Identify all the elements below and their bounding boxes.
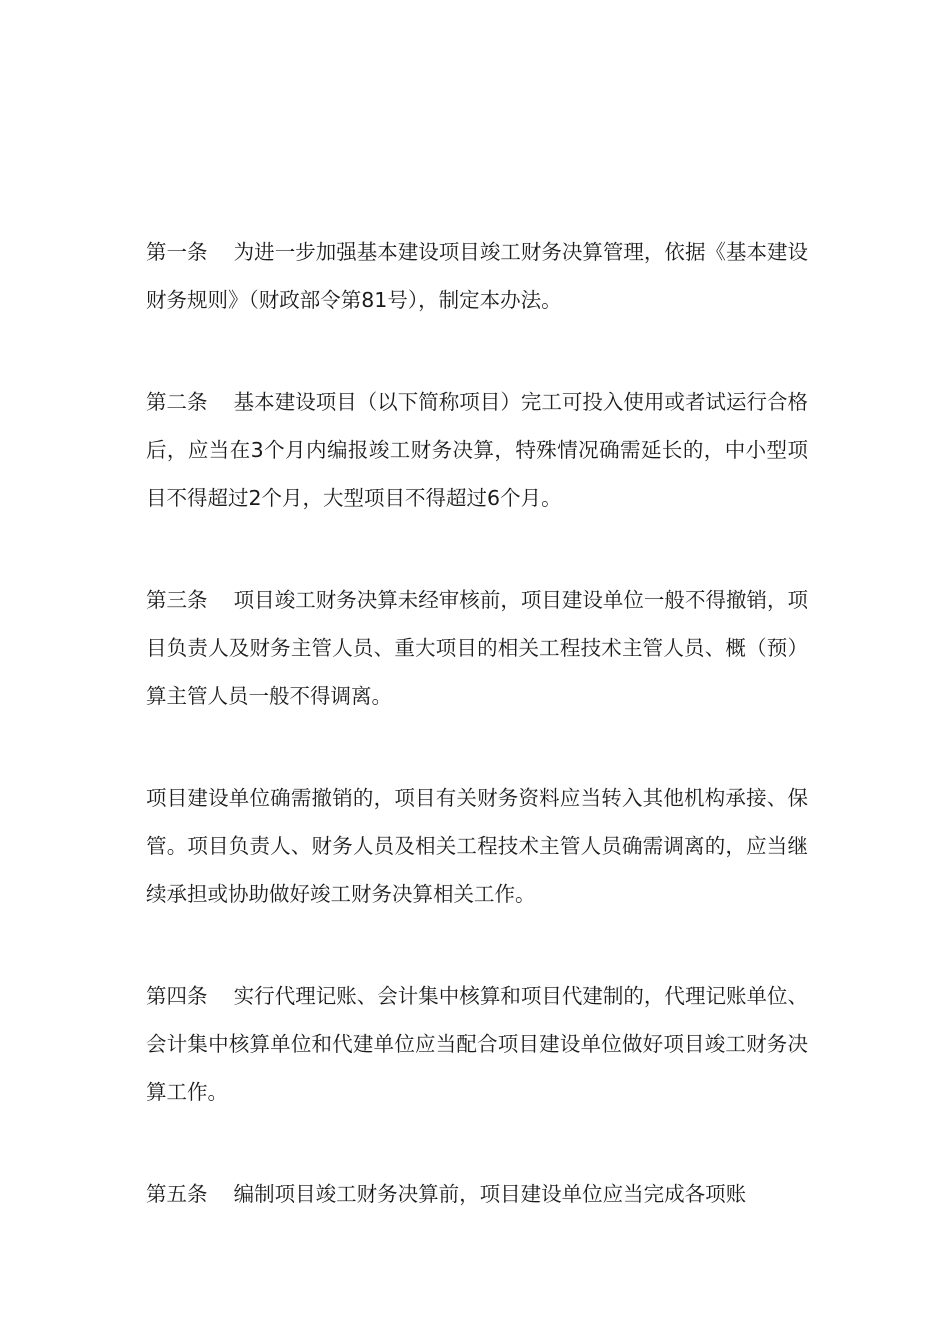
article-4-paragraph <box>146 972 808 1116</box>
article-4-text: 实行代理记账、会计集中核算和项目代建制的，代理记账单位、会计集中核算单位和代建单位应当配合项目建设单位做好项目竣工财务决算工作。 <box>146 984 809 1104</box>
article-5-number: 第五条 <box>146 1182 208 1206</box>
article-2-text: 基本建设项目（以下简称项目）完工可投入使用或者试运行合格后，应当在3个月内编报竣工财务决算，特殊情况确需延长的，中小型项目不得超过2个月，大型项目不得超过6个月。 <box>146 390 809 510</box>
article-2-number: 第二条 <box>146 390 208 414</box>
article-4-number: 第四条 <box>146 984 208 1008</box>
article-3-continuation-text: 项目建设单位确需撤销的，项目有关财务资料应当转入其他机构承接、保管。项目负责人、财务人员及相关工程技术主管人员确需调离的，应当继续承担或协助做好竣工财务决算相关工作。 <box>146 786 808 906</box>
article-1-paragraph <box>146 228 808 324</box>
article-3-continuation-paragraph <box>146 774 808 918</box>
article-2-paragraph <box>146 378 808 522</box>
article-5-text: 编制项目竣工财务决算前，项目建设单位应当完成各项账 <box>233 1182 747 1206</box>
article-3-paragraph <box>146 576 808 720</box>
article-3-number: 第三条 <box>146 588 208 612</box>
document-body <box>146 228 808 1272</box>
article-1-number: 第一条 <box>146 240 208 264</box>
article-3-text: 项目竣工财务决算未经审核前，项目建设单位一般不得撤销，项目负责人及财务主管人员、重大项目的相关工程技术主管人员、概（预）算主管人员一般不得调离。 <box>146 588 809 708</box>
article-1-text: 为进一步加强基本建设项目竣工财务决算管理，依据《基本建设财务规则》（财政部令第81号），制定本办法。 <box>146 240 809 312</box>
article-5-paragraph <box>146 1170 808 1218</box>
